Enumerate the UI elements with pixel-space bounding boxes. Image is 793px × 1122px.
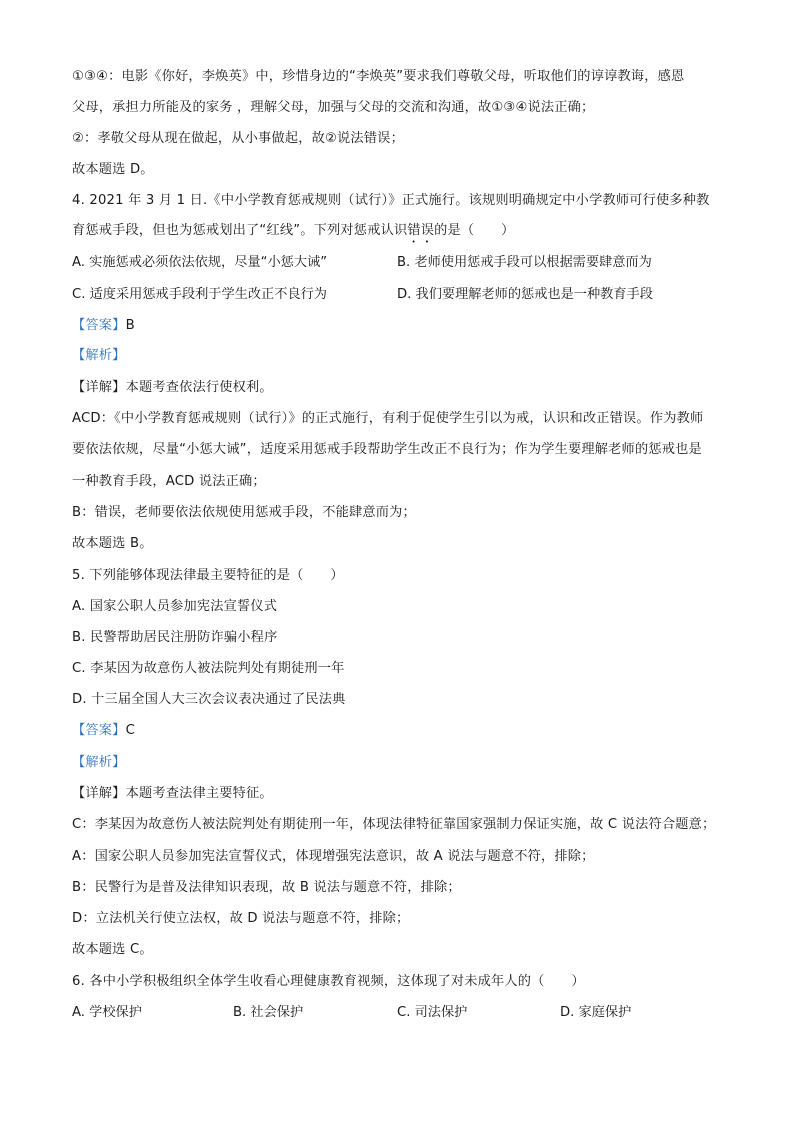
q4-answer-tag: 【答案】 (72, 318, 126, 333)
q4-stem-part-b: 的是（ ） (434, 223, 515, 238)
q5-option-b: B. 民警帮助居民注册防诈骗小程序 (72, 630, 278, 645)
q4-stem-part-a: 育惩戒手段，但也为惩戒划出了“红线”。下列对惩戒认识 (72, 223, 408, 238)
q4-option-a: A. 实施惩戒必须依法依规，尽量“小惩大诫” (72, 255, 328, 270)
q4-acd-line-1: ACD：《中小学教育惩戒规则（试行）》的正式施行，有利于促使学生引以为戒，认识和改正错误。作为教师 (72, 411, 704, 426)
q5-c-line: C：李某因为故意伤人被法院判处有期徒刑一年，体现法律特征靠国家强制力保证实施，故 C 说法符合题意； (72, 817, 716, 832)
q6-option-a: A. 学校保护 (72, 1005, 142, 1020)
q5-option-d: D. 十三届全国人大三次会议表决通过了民法典 (72, 692, 346, 707)
q4-emphasis-word: 错误 (407, 223, 435, 238)
q5-answer-value: C (125, 723, 135, 738)
q4-answer-value: B (125, 318, 135, 333)
q4-detail (72, 378, 273, 398)
q6-option-c: C. 司法保护 (397, 1005, 468, 1020)
q6-option-b: B. 社会保护 (233, 1005, 304, 1020)
q3-conclusion: 故本题选 D。 (72, 162, 154, 177)
q5-detail (72, 784, 273, 804)
q5-detail-text: 本题考查法律主要特征。 (125, 786, 273, 801)
q4-acd-line-3: 一种教育手段，ACD 说法正确； (72, 474, 266, 489)
q4-stem-line-1: 4. 2021 年 3 月 1 日.《中小学教育惩戒规则（试行）》正式施行。该规则明确规定中小学教师可行使多种教 (72, 193, 710, 208)
q3-analysis-line-1: ①③④：电影《你好，李焕英》中，珍惜身边的“李焕英”要求我们尊敬父母，听取他们的谆谆教诲，感恩 (72, 69, 685, 84)
q5-answer-tag: 【答案】 (72, 723, 126, 738)
q4-analysis-tag: 【解析】 (72, 348, 126, 363)
q4-option-c: C. 适度采用惩戒手段利于学生改正不良行为 (72, 287, 327, 302)
q4-detail-text: 本题考查依法行使权利。 (125, 380, 273, 395)
q4-stem-line-2 (72, 221, 514, 246)
q5-option-c: C. 李某因为故意伤人被法院判处有期徒刑一年 (72, 661, 345, 676)
q4-acd-line-2: 要依法依规，尽量“小惩大诫”，适度采用惩戒手段帮助学生改正不良行为；作为学生要理解老师的惩戒也是 (72, 442, 702, 457)
q5-b-line: B：民警行为是普及法律知识表现，故 B 说法与题意不符，排除； (72, 880, 461, 895)
q5-analysis-tag: 【解析】 (72, 755, 126, 770)
q5-detail-tag: 【详解】 (72, 786, 126, 801)
q5-a-line: A：国家公职人员参加宪法宣誓仪式，体现增强宪法意识，故 A 说法与题意不符，排除； (72, 849, 595, 864)
q4-option-b: B. 老师使用惩戒手段可以根据需要肆意而为 (397, 255, 652, 270)
q5-conclusion: 故本题选 C。 (72, 942, 153, 957)
q5-d-line: D：立法机关行使立法权，故 D 说法与题意不符，排除； (72, 911, 410, 926)
q4-answer (72, 316, 135, 336)
q6-option-d: D. 家庭保护 (560, 1005, 632, 1020)
q3-analysis-line-2: 父母，承担力所能及的家务 ，理解父母，加强与父母的交流和沟通，故①③④说法正确； (72, 100, 595, 115)
q4-detail-tag: 【详解】 (72, 380, 126, 395)
q4-option-d: D. 我们要理解老师的惩戒也是一种教育手段 (397, 287, 653, 302)
q5-answer (72, 721, 135, 741)
q4-conclusion: 故本题选 B。 (72, 536, 153, 551)
q3-analysis-line-3: ②：孝敬父母从现在做起，从小事做起，故②说法错误； (72, 131, 404, 146)
q5-option-a: A. 国家公职人员参加宪法宣誓仪式 (72, 599, 278, 614)
q4-b-line: B：错误，老师要依法依规使用惩戒手段，不能肆意而为； (72, 505, 416, 520)
q6-stem: 6. 各中小学积极组织全体学生收看心理健康教育视频，这体现了对未成年人的（ ） (72, 974, 585, 989)
q5-stem: 5. 下列能够体现法律最主要特征的是（ ） (72, 568, 344, 583)
